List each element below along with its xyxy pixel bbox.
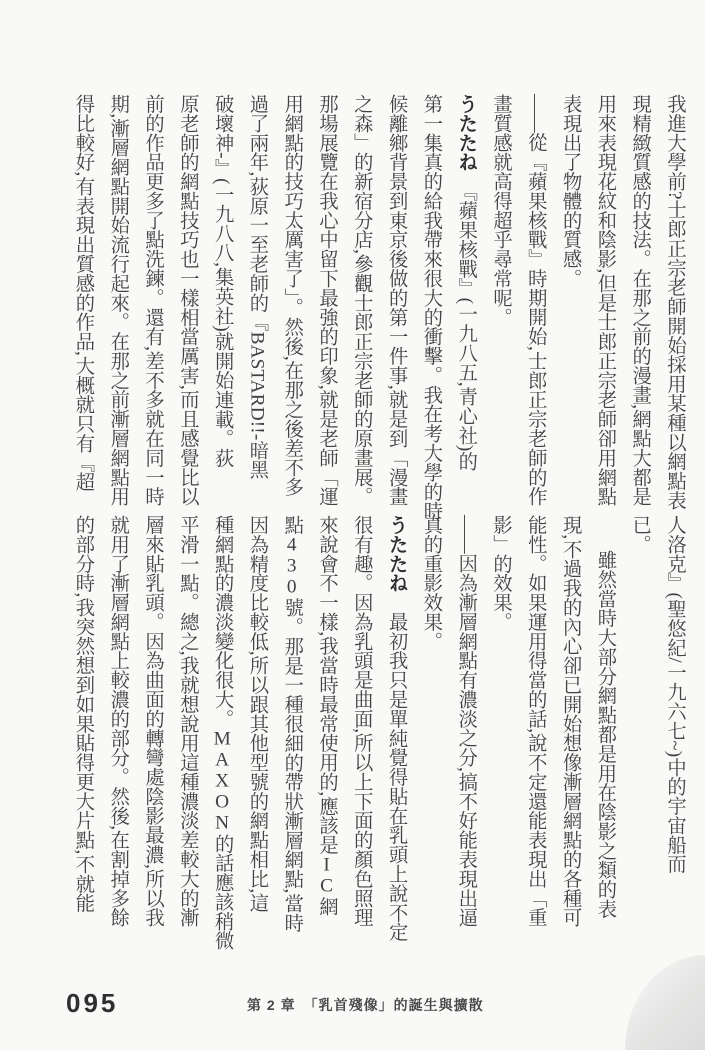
- text-run: 『蘋果核戰』(一九八五,青心社)的: [455, 171, 477, 471]
- text-column: [447, 515, 482, 943]
- text-column: [273, 515, 308, 943]
- text-run: 畫質感就高得超乎尋常呢。: [490, 94, 512, 327]
- text-run: ——因為漸層網點有濃淡之分,搞不好能表現出逼: [455, 515, 477, 928]
- text-run: 平滑一點。總之,我就想說用這種濃淡差較大的漸: [176, 515, 198, 928]
- text-column: [308, 94, 343, 522]
- text-run: 因為精度比較低,所以跟其他型號的網點相比,這: [246, 515, 268, 913]
- text-column: [413, 515, 448, 943]
- text-column: [378, 94, 413, 522]
- page-number: 095: [66, 988, 119, 1018]
- text-run: 現,不過我的內心卻已開始想像漸層網點的各種可: [559, 515, 581, 928]
- text-column: [552, 515, 587, 943]
- text-run: 雖然當時大部分網點都是用在陰影之類的表: [594, 549, 616, 919]
- text-column: [239, 515, 274, 943]
- text-run: 前的作品更多了點洗鍊。還有,差不多就在同一時: [142, 94, 164, 507]
- text-run: 那場展覽在我心中留下最強的印象,就是老師「運: [316, 94, 338, 507]
- text-run: 430: [281, 534, 303, 598]
- text-run: 最初我只是單純覺得貼在乳頭上說不定: [385, 592, 407, 942]
- text-column: [413, 94, 448, 522]
- text-run: -暗黑: [246, 433, 268, 480]
- text-run: 過了兩年,荻原一至老師的『: [246, 94, 268, 332]
- text-run: 真的重影效果。: [420, 515, 442, 651]
- text-column: [169, 94, 204, 522]
- text-column: [552, 94, 587, 522]
- text-run: 影」的效果。: [490, 515, 512, 632]
- text-run: 現精緻質感的技法。在那之前的漫畫,網點大都是: [629, 94, 651, 507]
- text-run: 已。: [629, 515, 651, 554]
- text-column: [656, 515, 691, 943]
- text-column: [239, 94, 274, 522]
- text-band-upper: [65, 94, 691, 522]
- text-run: 就用了漸層網點上較濃的部分。然後,在割掉多餘: [107, 515, 129, 928]
- text-band-lower: [65, 515, 691, 951]
- text-column: [169, 515, 204, 943]
- text-run: 之森」的新宿分店,參觀士郎正宗老師的原畫展。: [350, 94, 372, 507]
- text-run: 候離鄉背景到東京後做的第一件事,就是到「漫畫: [385, 94, 407, 507]
- text-column: [587, 94, 622, 522]
- speaker-label: うたたね: [385, 515, 407, 593]
- text-column: [482, 94, 517, 522]
- text-column: [517, 515, 552, 943]
- text-column: [204, 94, 239, 522]
- text-run: 用來表現花紋和陰影,但是士郎正宗老師卻用網點: [594, 94, 616, 507]
- text-column: [621, 515, 656, 943]
- text-run: 期,漸層網點開始流行起來。在那之前漸層網點用: [107, 94, 129, 507]
- text-run: IC: [316, 854, 338, 897]
- text-run: 號。那是一種很細的帶狀漸層網點,當時: [281, 597, 303, 933]
- text-column: [204, 515, 239, 951]
- text-column: [65, 94, 100, 522]
- text-run: 種網點的濃淡變化很大。: [211, 515, 233, 729]
- text-run: 表現出了物體的質感。: [559, 94, 581, 288]
- text-column: [482, 515, 517, 943]
- text-run: 原老師的網點技巧也一樣相當厲害,而且感覺比以: [176, 94, 198, 507]
- text-run: 我進大學前?士郎正宗老師開始採用某種以網點表: [664, 94, 685, 510]
- text-run: 得比較好,有表現出質感的作品,大概就只有『超: [72, 94, 94, 492]
- text-column: [65, 515, 100, 943]
- text-column: [517, 94, 552, 522]
- text-run: 人洛克』(聖悠紀/一九六七~)中的宇宙船而: [664, 515, 685, 874]
- text-column: [273, 94, 308, 522]
- text-run: ——從『蘋果核戰』時期開始,士郎正宗老師的作: [524, 94, 546, 507]
- text-column: [134, 515, 169, 943]
- text-column: [99, 515, 134, 943]
- text-column: [587, 515, 622, 943]
- text-column: [99, 94, 134, 522]
- text-run: 能性。如果運用得當的話,說不定還能表現出「重: [524, 515, 546, 928]
- text-column: [343, 515, 378, 943]
- text-run: 點: [281, 515, 303, 535]
- text-run: MAXON: [211, 728, 233, 834]
- text-run: 的部分時,我突然想到如果貼得更大片點,不就能: [72, 515, 94, 913]
- text-column: [343, 94, 378, 522]
- text-column: [308, 515, 343, 943]
- text-run: BASTARD!!: [246, 331, 268, 434]
- text-run: 用網點的技巧太厲害了」。然後,在那之後差不多: [281, 94, 303, 497]
- page-curl-shadow: [625, 955, 705, 1050]
- chapter-label: 第 2 章 「乳首殘像」的誕生與擴散: [247, 997, 484, 1013]
- text-run: 來說會不一樣,我當時最常使用的,應該是: [316, 515, 338, 855]
- text-run: 第一集真的給我帶來很大的衝擊。我在考大學的時: [420, 94, 442, 521]
- text-column: [656, 94, 691, 522]
- text-column: [134, 94, 169, 522]
- text-column: [378, 515, 413, 943]
- text-run: 很有趣。因為乳頭是曲面,所以上下面的顏色照理: [350, 515, 372, 928]
- text-run: 的話應該稍微: [211, 833, 233, 951]
- text-column: [447, 94, 482, 522]
- text-run: 破壞神-』(一九八八,集英社)就開始連載。荻: [211, 94, 233, 468]
- text-run: 網: [316, 896, 338, 917]
- speaker-label: うたたね: [455, 94, 477, 172]
- text-column: [621, 94, 656, 522]
- text-run: 層來貼乳頭。因為曲面的轉彎處陰影最濃,所以我: [142, 515, 164, 928]
